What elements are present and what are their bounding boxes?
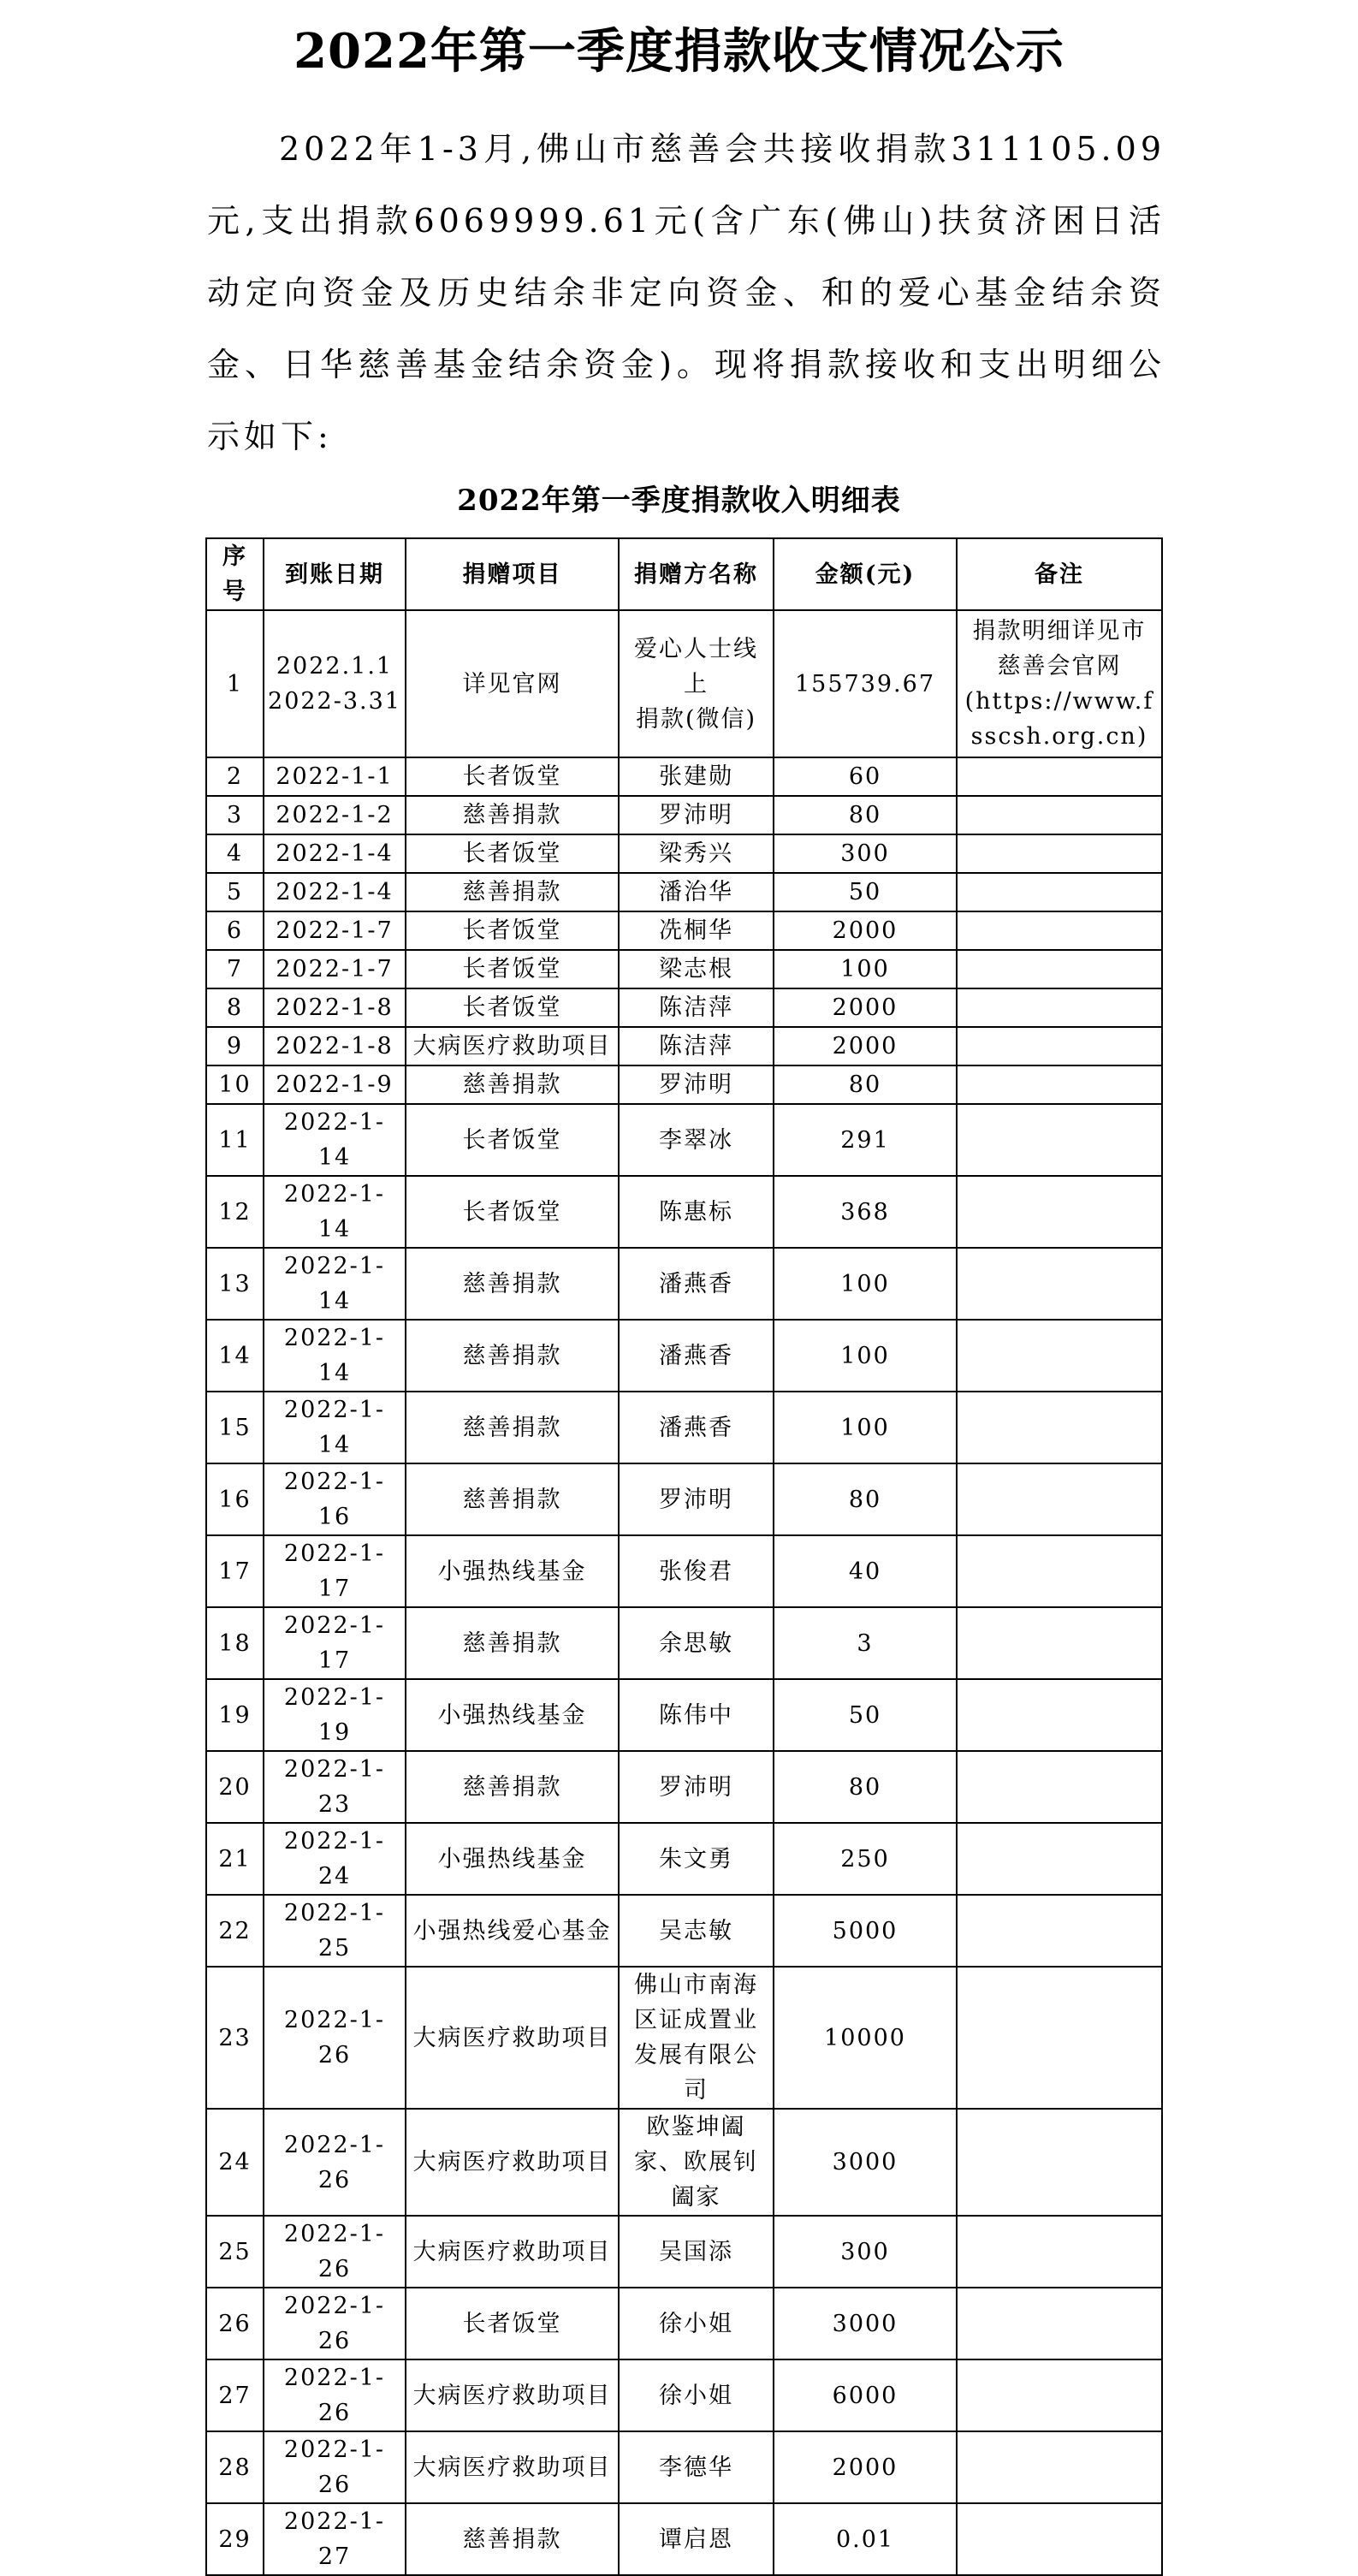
cell-donor: 潘燕香 [619, 1248, 774, 1320]
table-row [206, 1104, 1162, 1176]
header-arrival-date: 到账日期 [264, 538, 406, 610]
cell-date: 2022-1-14 [264, 1248, 406, 1320]
table-row [206, 1065, 1162, 1104]
cell-date: 2022-1-23 [264, 1751, 406, 1823]
cell-project: 慈善捐款 [406, 873, 619, 911]
cell-no: 10 [206, 1065, 264, 1104]
table-row [206, 610, 1162, 757]
cell-date: 2022-1-8 [264, 1027, 406, 1065]
cell-date: 2022-1-26 [264, 2109, 406, 2216]
header-donation-project: 捐赠项目 [406, 538, 619, 610]
cell-amount: 80 [774, 1065, 957, 1104]
cell-project: 大病医疗救助项目 [406, 2359, 619, 2431]
header-amount: 金额(元) [774, 538, 957, 610]
cell-date: 2022-1-26 [264, 2288, 406, 2359]
cell-date: 2022-1-14 [264, 1176, 406, 1248]
cell-donor: 梁志根 [619, 950, 774, 988]
cell-note [957, 1104, 1162, 1176]
cell-no: 15 [206, 1392, 264, 1463]
cell-donor: 陈洁萍 [619, 1027, 774, 1065]
cell-project: 大病医疗救助项目 [406, 2109, 619, 2216]
cell-note [957, 1176, 1162, 1248]
cell-note [957, 610, 1162, 757]
table-row [206, 988, 1162, 1027]
cell-project: 长者饭堂 [406, 1104, 619, 1176]
cell-no: 1 [206, 610, 264, 757]
cell-project: 长者饭堂 [406, 2288, 619, 2359]
cell-note [957, 1392, 1162, 1463]
table-row [206, 950, 1162, 988]
cell-project: 慈善捐款 [406, 2503, 619, 2575]
cell-note [957, 2503, 1162, 2575]
cell-no: 29 [206, 2503, 264, 2575]
cell-date: 2022-1-26 [264, 1967, 406, 2109]
cell-project: 大病医疗救助项目 [406, 2431, 619, 2503]
cell-note [957, 911, 1162, 950]
cell-no: 13 [206, 1248, 264, 1320]
cell-donor: 张建勋 [619, 757, 774, 796]
cell-no: 21 [206, 1823, 264, 1895]
cell-note [957, 1535, 1162, 1607]
cell-project: 大病医疗救助项目 [406, 1967, 619, 2109]
cell-date: 2022-1-26 [264, 2431, 406, 2503]
cell-project: 小强热线基金 [406, 1823, 619, 1895]
cell-project: 慈善捐款 [406, 1320, 619, 1392]
cell-note [957, 1463, 1162, 1535]
cell-no: 14 [206, 1320, 264, 1392]
cell-date [264, 610, 406, 757]
cell-no: 17 [206, 1535, 264, 1607]
cell-note [957, 1967, 1162, 2109]
table-row [206, 1679, 1162, 1751]
cell-amount: 2000 [774, 1027, 957, 1065]
cell-no: 11 [206, 1104, 264, 1176]
cell-date-line: 2022.1.1 [276, 653, 394, 680]
cell-project: 慈善捐款 [406, 1463, 619, 1535]
cell-donor: 罗沛明 [619, 1065, 774, 1104]
cell-date: 2022-1-4 [264, 834, 406, 873]
cell-no: 9 [206, 1027, 264, 1065]
cell-amount: 2000 [774, 988, 957, 1027]
cell-date: 2022-1-17 [264, 1607, 406, 1679]
cell-project: 慈善捐款 [406, 796, 619, 834]
cell-amount: 5000 [774, 1895, 957, 1967]
cell-no: 7 [206, 950, 264, 988]
cell-date: 2022-1-14 [264, 1104, 406, 1176]
cell-amount: 80 [774, 1751, 957, 1823]
table-row [206, 1895, 1162, 1967]
cell-donor: 冼桐华 [619, 911, 774, 950]
cell-note [957, 2109, 1162, 2216]
cell-date: 2022-1-1 [264, 757, 406, 796]
cell-amount: 10000 [774, 1967, 957, 2109]
cell-no: 12 [206, 1176, 264, 1248]
cell-no: 25 [206, 2216, 264, 2288]
cell-project: 长者饭堂 [406, 1176, 619, 1248]
cell-donor: 谭启恩 [619, 2503, 774, 2575]
cell-donor: 欧鉴坤阖家、欧展钊阖家 [619, 2109, 774, 2216]
cell-no: 20 [206, 1751, 264, 1823]
cell-date: 2022-1-25 [264, 1895, 406, 1967]
cell-date: 2022-1-8 [264, 988, 406, 1027]
cell-project: 小强热线基金 [406, 1679, 619, 1751]
table-row [206, 2288, 1162, 2359]
cell-no: 19 [206, 1679, 264, 1751]
intro-paragraph: 2022年1-3月,佛山市慈善会共接收捐款311105.09元,支出捐款6069999.61元(含广东(佛山)扶贫济困日活动定向资金及历史结余非定向资金、和的爱心基金结余资金、日华慈善基金结余资金)。现将捐款接收和支出明细公示如下: [207, 130, 1165, 455]
cell-donor: 陈洁萍 [619, 988, 774, 1027]
table-row [206, 757, 1162, 796]
table-row [206, 1027, 1162, 1065]
cell-note [957, 834, 1162, 873]
cell-project: 慈善捐款 [406, 1607, 619, 1679]
cell-amount: 50 [774, 873, 957, 911]
cell-donor: 罗沛明 [619, 1751, 774, 1823]
cell-project: 长者饭堂 [406, 757, 619, 796]
table-row [206, 1751, 1162, 1823]
cell-donor-line: 捐款(微信) [635, 705, 757, 733]
cell-project: 慈善捐款 [406, 1392, 619, 1463]
table-row [206, 1176, 1162, 1248]
cell-no: 4 [206, 834, 264, 873]
cell-date: 2022-1-16 [264, 1463, 406, 1535]
cell-note [957, 2216, 1162, 2288]
cell-amount: 80 [774, 796, 957, 834]
cell-amount: 3000 [774, 2288, 957, 2359]
cell-amount: 291 [774, 1104, 957, 1176]
table-row [206, 1463, 1162, 1535]
cell-no: 5 [206, 873, 264, 911]
cell-no: 23 [206, 1967, 264, 2109]
cell-no: 26 [206, 2288, 264, 2359]
table-row [206, 1967, 1162, 2109]
cell-donor: 李德华 [619, 2431, 774, 2503]
table-row [206, 1248, 1162, 1320]
cell-amount: 6000 [774, 2359, 957, 2431]
cell-note [957, 1027, 1162, 1065]
cell-date: 2022-1-4 [264, 873, 406, 911]
cell-no: 24 [206, 2109, 264, 2216]
cell-date: 2022-1-7 [264, 911, 406, 950]
cell-donor: 徐小姐 [619, 2288, 774, 2359]
cell-amount: 3 [774, 1607, 957, 1679]
cell-note-line: (https://www.f [964, 688, 1154, 715]
cell-project: 长者饭堂 [406, 911, 619, 950]
cell-donor: 朱文勇 [619, 1823, 774, 1895]
cell-amount: 100 [774, 1392, 957, 1463]
cell-amount: 155739.67 [774, 610, 957, 757]
cell-date: 2022-1-26 [264, 2359, 406, 2431]
table-row [206, 2431, 1162, 2503]
cell-donor: 吴国添 [619, 2216, 774, 2288]
cell-amount: 250 [774, 1823, 957, 1895]
table-row [206, 2359, 1162, 2431]
table-row [206, 911, 1162, 950]
header-donor-name: 捐赠方名称 [619, 538, 774, 610]
cell-project: 慈善捐款 [406, 1248, 619, 1320]
cell-no: 3 [206, 796, 264, 834]
cell-note [957, 2431, 1162, 2503]
cell-donor: 佛山市南海区证成置业发展有限公司 [619, 1967, 774, 2109]
cell-donor: 陈伟中 [619, 1679, 774, 1751]
table-header-row [206, 538, 1162, 610]
cell-project: 长者饭堂 [406, 834, 619, 873]
cell-amount: 368 [774, 1176, 957, 1248]
cell-note [957, 1320, 1162, 1392]
cell-amount: 100 [774, 1248, 957, 1320]
cell-note [957, 757, 1162, 796]
cell-amount: 0.01 [774, 2503, 957, 2575]
cell-note [957, 1065, 1162, 1104]
cell-project: 长者饭堂 [406, 988, 619, 1027]
cell-no: 16 [206, 1463, 264, 1535]
cell-date: 2022-1-2 [264, 796, 406, 834]
cell-amount: 300 [774, 834, 957, 873]
cell-note [957, 1751, 1162, 1823]
table-row [206, 1607, 1162, 1679]
document-title: 2022年第一季度捐款收支情况公示 [294, 23, 1064, 80]
cell-donor: 李翠冰 [619, 1104, 774, 1176]
cell-date: 2022-1-26 [264, 2216, 406, 2288]
cell-note [957, 1679, 1162, 1751]
cell-donor: 罗沛明 [619, 1463, 774, 1535]
cell-amount: 40 [774, 1535, 957, 1607]
cell-date-line: 2022-3.31 [268, 688, 401, 715]
table-row [206, 834, 1162, 873]
cell-donor-line: 爱心人士线上 [634, 635, 758, 697]
table-row [206, 873, 1162, 911]
cell-date: 2022-1-27 [264, 2503, 406, 2575]
table-row [206, 2216, 1162, 2288]
cell-note-line: sscsh.org.cn) [970, 723, 1148, 750]
cell-amount: 50 [774, 1679, 957, 1751]
cell-note [957, 1895, 1162, 1967]
cell-project: 大病医疗救助项目 [406, 1027, 619, 1065]
cell-donor: 吴志敏 [619, 1895, 774, 1967]
cell-note-line: 捐款明细详见市 [972, 618, 1147, 644]
table-row [206, 1823, 1162, 1895]
table-row [206, 796, 1162, 834]
cell-amount: 3000 [774, 2109, 957, 2216]
cell-project: 慈善捐款 [406, 1751, 619, 1823]
cell-donor: 徐小姐 [619, 2359, 774, 2431]
cell-note [957, 950, 1162, 988]
cell-amount: 100 [774, 950, 957, 988]
cell-date: 2022-1-14 [264, 1320, 406, 1392]
cell-donor: 潘治华 [619, 873, 774, 911]
cell-note [957, 1248, 1162, 1320]
cell-no: 28 [206, 2431, 264, 2503]
table-caption: 2022年第一季度捐款收入明细表 [457, 484, 901, 518]
table-row [206, 2503, 1162, 2575]
cell-no: 27 [206, 2359, 264, 2431]
cell-note [957, 988, 1162, 1027]
cell-date: 2022-1-19 [264, 1679, 406, 1751]
cell-donor: 余思敏 [619, 1607, 774, 1679]
cell-donor: 梁秀兴 [619, 834, 774, 873]
cell-no: 6 [206, 911, 264, 950]
cell-project: 小强热线基金 [406, 1535, 619, 1607]
donation-income-table [205, 537, 1163, 2576]
cell-note [957, 1607, 1162, 1679]
cell-note [957, 2288, 1162, 2359]
header-remarks: 备注 [957, 538, 1162, 610]
table-row [206, 1535, 1162, 1607]
cell-amount: 2000 [774, 911, 957, 950]
cell-no: 8 [206, 988, 264, 1027]
cell-project: 长者饭堂 [406, 950, 619, 988]
cell-no: 22 [206, 1895, 264, 1967]
cell-note [957, 873, 1162, 911]
cell-no: 18 [206, 1607, 264, 1679]
cell-donor: 张俊君 [619, 1535, 774, 1607]
cell-donor: 潘燕香 [619, 1392, 774, 1463]
cell-amount: 80 [774, 1463, 957, 1535]
cell-date: 2022-1-17 [264, 1535, 406, 1607]
cell-amount: 300 [774, 2216, 957, 2288]
cell-note [957, 796, 1162, 834]
cell-date: 2022-1-14 [264, 1392, 406, 1463]
cell-donor: 罗沛明 [619, 796, 774, 834]
header-serial-no: 序号 [206, 538, 264, 610]
table-row [206, 1392, 1162, 1463]
cell-project: 详见官网 [406, 610, 619, 757]
cell-project: 慈善捐款 [406, 1065, 619, 1104]
cell-amount: 100 [774, 1320, 957, 1392]
cell-project: 大病医疗救助项目 [406, 2216, 619, 2288]
cell-note [957, 2359, 1162, 2431]
cell-date: 2022-1-7 [264, 950, 406, 988]
cell-no: 2 [206, 757, 264, 796]
cell-donor: 陈惠标 [619, 1176, 774, 1248]
cell-note-line: 慈善会官网 [997, 653, 1122, 680]
cell-note [957, 1823, 1162, 1895]
table-row [206, 1320, 1162, 1392]
cell-donor [619, 610, 774, 757]
cell-project: 小强热线爱心基金 [406, 1895, 619, 1967]
cell-donor: 潘燕香 [619, 1320, 774, 1392]
cell-amount: 2000 [774, 2431, 957, 2503]
table-row [206, 2109, 1162, 2216]
cell-date: 2022-1-9 [264, 1065, 406, 1104]
cell-date: 2022-1-24 [264, 1823, 406, 1895]
cell-amount: 60 [774, 757, 957, 796]
